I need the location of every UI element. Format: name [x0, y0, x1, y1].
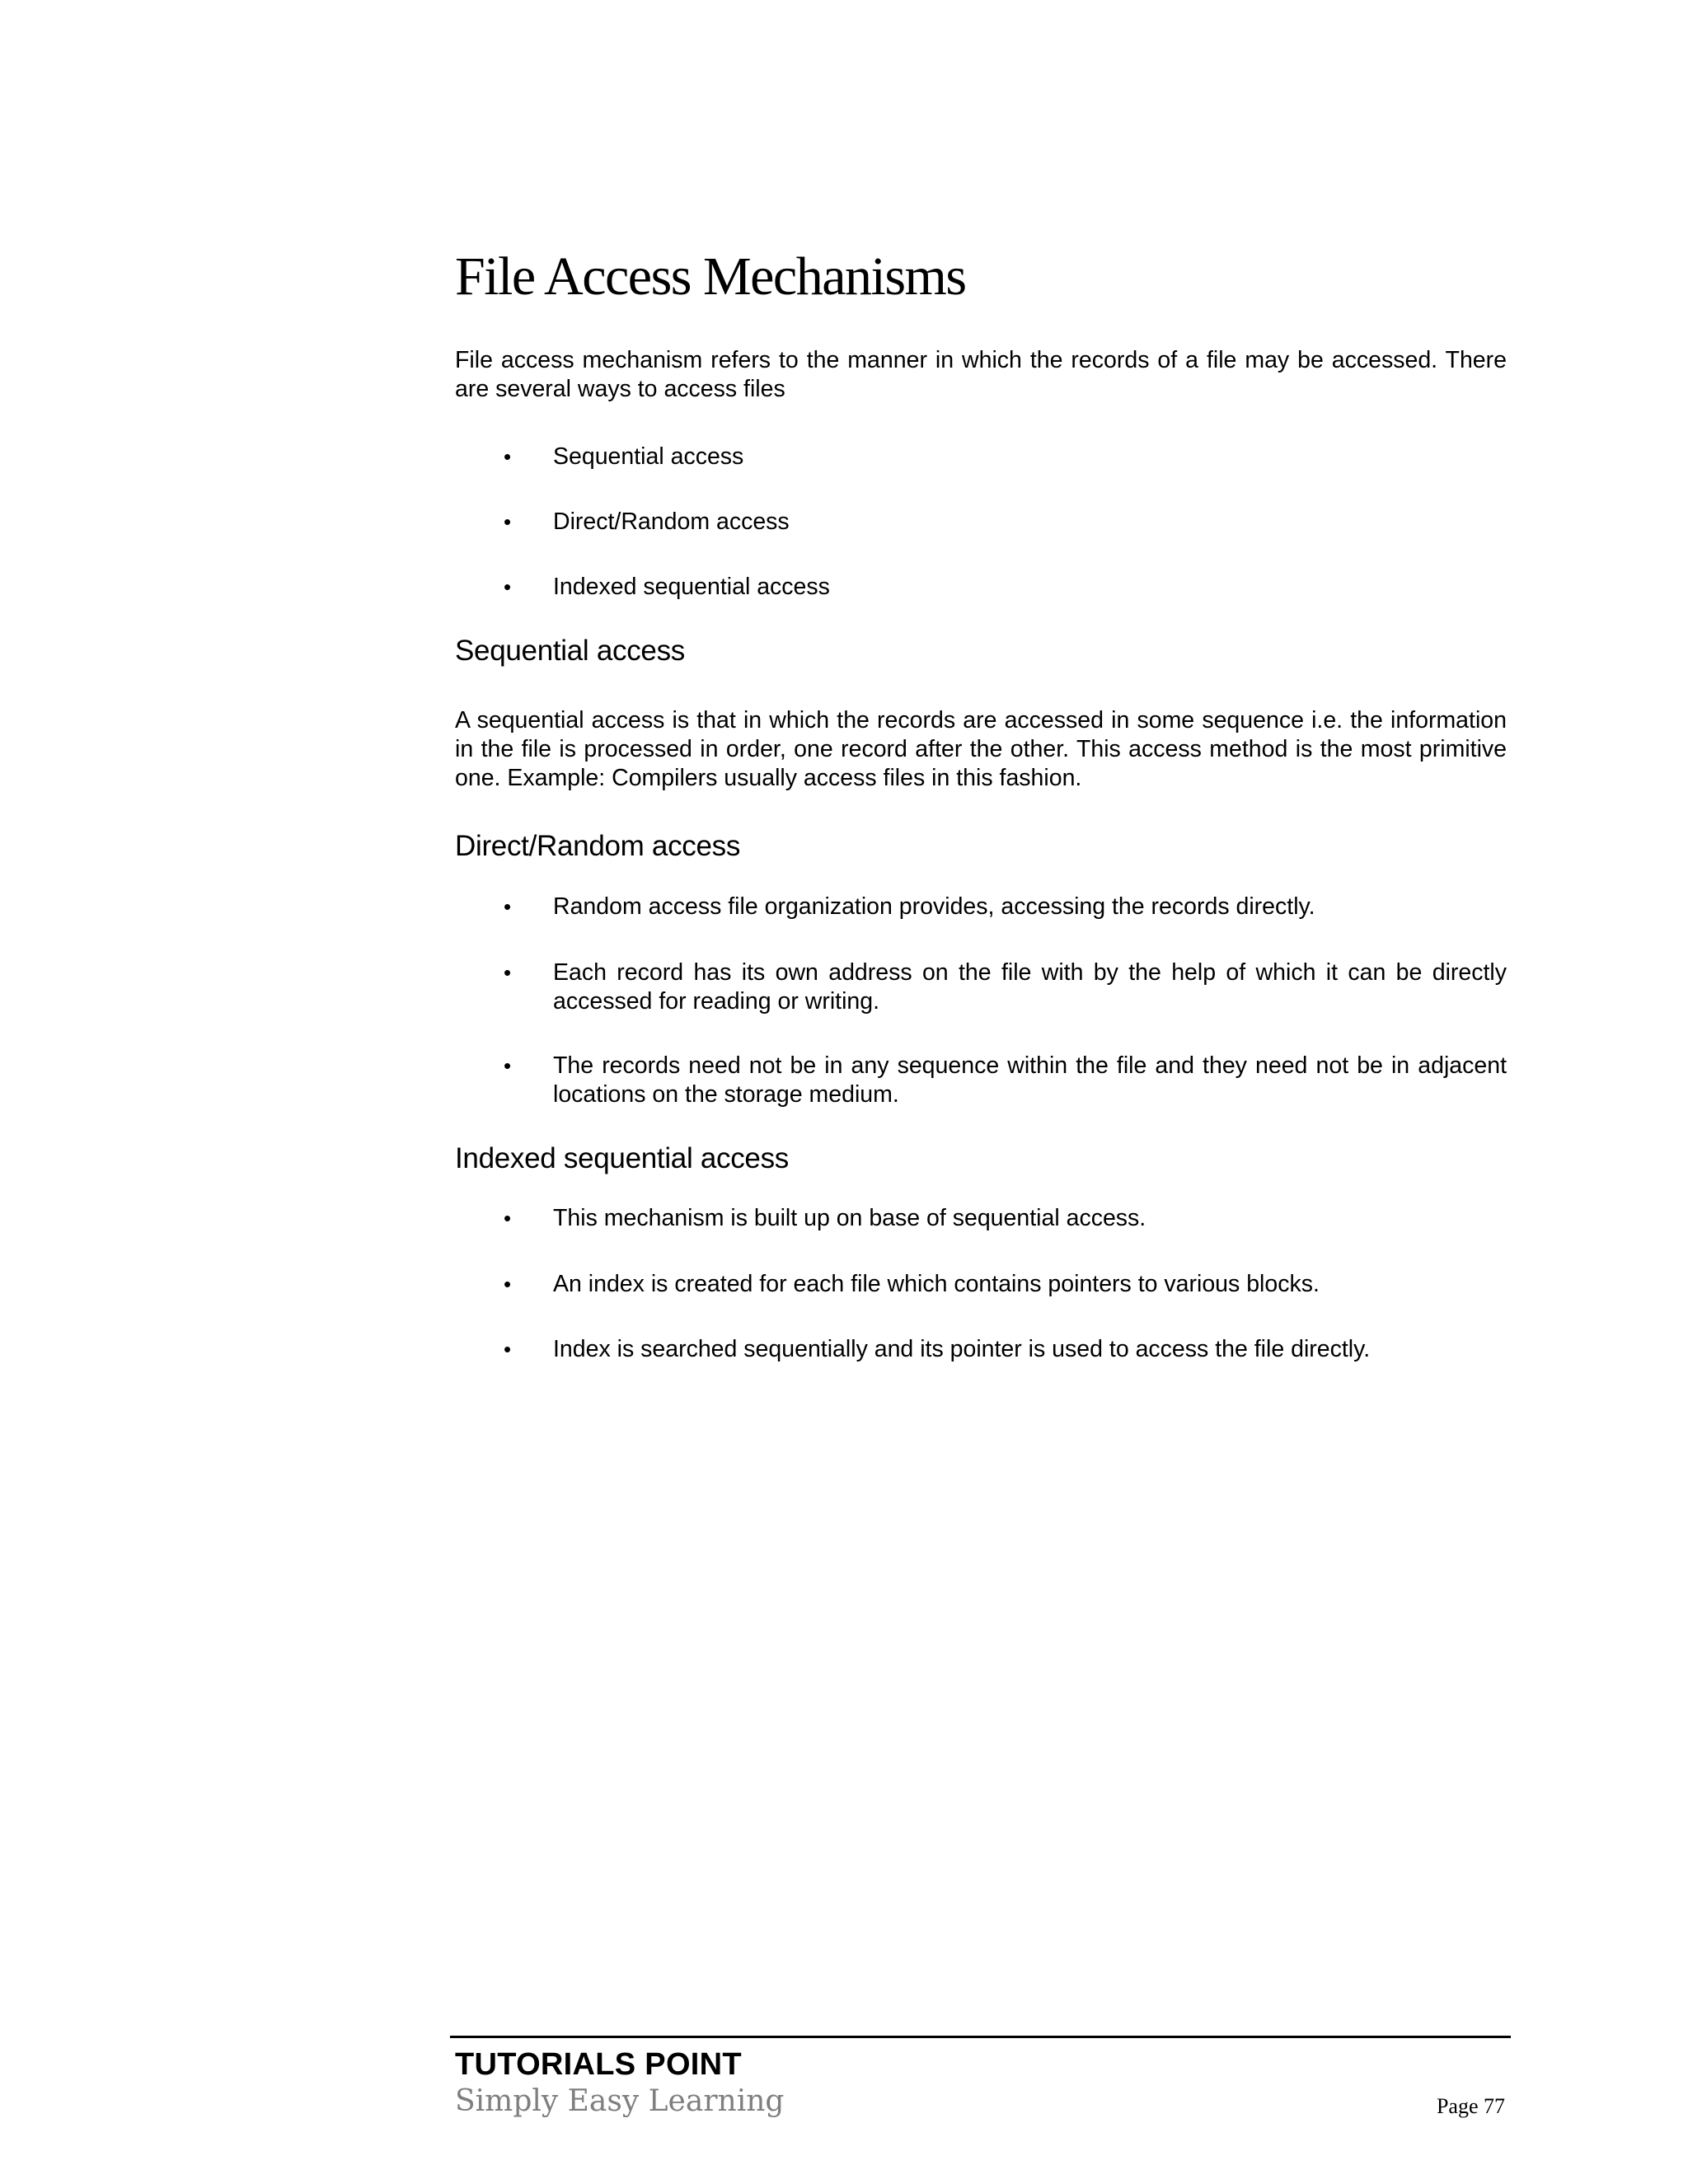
- list-item-text: Sequential access: [553, 443, 744, 470]
- intro-list: [455, 443, 1507, 602]
- list-item-text: Random access file organization provides, accessing the records directly.: [553, 893, 1315, 920]
- footer-divider: [450, 2036, 1511, 2038]
- footer-tagline: Simply Easy Learning: [455, 2084, 785, 2118]
- bullet-icon: •: [504, 960, 512, 985]
- list-item-text: Each record has its own address on the file with by the help of which it can be directly accessed for reading or writing.: [553, 959, 1507, 1015]
- list-item: [455, 1204, 1507, 1233]
- sequential-paragraph: A sequential access is that in which the records are accessed in some sequence i.e. the information in the file is processed in order, one record after the other. This access method is the most primitive one. Example: Compilers usually access files in this fashion.: [455, 707, 1507, 791]
- intro-paragraph: File access mechanism refers to the manner in which the records of a file may be accessed. There are several ways to access files: [455, 347, 1507, 402]
- list-item-text: Direct/Random access: [553, 509, 790, 535]
- list-item-text: This mechanism is built up on base of sequential access.: [553, 1205, 1146, 1231]
- list-item-text: An index is created for each file which contains pointers to various blocks.: [553, 1271, 1320, 1297]
- bullet-icon: •: [504, 509, 512, 534]
- list-item: [455, 573, 1507, 602]
- list-item: [455, 1335, 1507, 1364]
- section-heading-sequential: Sequential access: [455, 635, 685, 667]
- page-number: Page 77: [1436, 2094, 1505, 2118]
- list-item: [455, 893, 1507, 921]
- direct-random-list: [455, 893, 1507, 1109]
- indexed-sequential-list: [455, 1204, 1507, 1364]
- bullet-icon: •: [504, 444, 512, 469]
- footer-brand: TUTORIALS POINT: [455, 2047, 742, 2082]
- bullet-icon: •: [504, 1337, 512, 1361]
- bullet-icon: •: [504, 1053, 512, 1078]
- bullet-icon: •: [504, 574, 512, 599]
- section-heading-indexed-sequential: Indexed sequential access: [455, 1142, 789, 1174]
- bullet-icon: •: [504, 1272, 512, 1296]
- bullet-icon: •: [504, 1206, 512, 1230]
- list-item-text: Indexed sequential access: [553, 574, 830, 600]
- list-item: [455, 443, 1507, 471]
- list-item: [455, 1270, 1507, 1299]
- section-heading-direct-random: Direct/Random access: [455, 830, 741, 862]
- page-title: File Access Mechanisms: [455, 246, 966, 307]
- list-item: [455, 958, 1507, 1016]
- list-item: [455, 1052, 1507, 1109]
- list-item-text: The records need not be in any sequence within the file and they need not be in adjacent locations on the storage medium.: [553, 1052, 1507, 1108]
- list-item-text: Index is searched sequentially and its pointer is used to access the file directly.: [553, 1336, 1371, 1362]
- list-item: [455, 508, 1507, 537]
- bullet-icon: •: [504, 894, 512, 919]
